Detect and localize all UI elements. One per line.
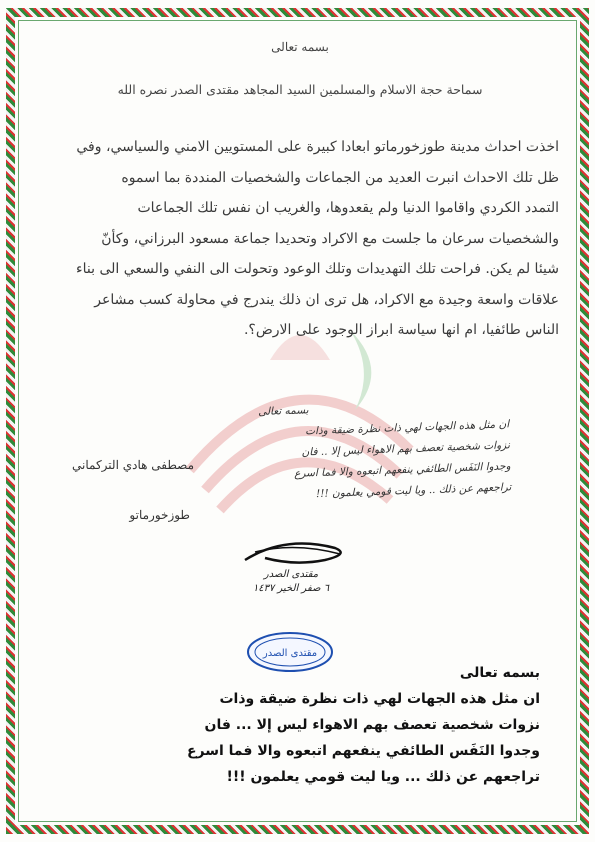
- body-line: اخذت احداث مدينة طوزخورماتو ابعادا كبيرة على المستويين الامني والسياسي، وفي: [76, 139, 559, 155]
- reply-line: وجدوا النَفَس الطائفي ينفعهم اتبعوه والا فما اسرع: [186, 743, 540, 759]
- reply-line: تراجعهم عن ذلك ... ويا ليت قومي يعلمون !!!: [226, 769, 540, 785]
- handwritten-line: تراجعهم عن ذلك .. ويا ليت قومي يعلمون !!!: [315, 481, 512, 501]
- reply-line: بسمه تعالى: [459, 665, 540, 681]
- body-line: والشخصيات سرعان ما جلست مع الاكراد وتحديدا جماعة مسعود البرزاني، وكأنّ: [101, 230, 559, 247]
- body-line: الناس طائفيا، ام انها سياسة ابراز الوجود على الارض؟.: [243, 322, 559, 338]
- handwritten-reply: [238, 393, 512, 507]
- signature-name: مقتدى الصدر: [263, 569, 319, 580]
- signature-text: [236, 568, 346, 596]
- letter-body: [36, 132, 559, 346]
- seal-text: مقتدى الصدر: [262, 648, 318, 659]
- reply-line: ان مثل هذه الجهات لهي ذات نظرة ضيقة وذات: [219, 691, 540, 707]
- handwritten-line: نزوات شخصية تعصف بهم الاهواء ليس إلا .. فان: [301, 439, 511, 459]
- body-line: التمدد الكردي واقاموا الدنيا ولم يقعدوها، والغريب ان نفس تلك الجماعات: [137, 200, 559, 216]
- letter-basmala: بسمه تعالى: [271, 40, 329, 54]
- sender-name: مصطفى هادي التركماني: [72, 458, 194, 472]
- signature-date: ٦ صفر الخير ١٤٣٧: [252, 583, 330, 594]
- reply-line: نزوات شخصية تعصف بهم الاهواء ليس إلا ... فان: [204, 717, 540, 733]
- body-line: علاقات واسعة وجيدة مع الاكراد، هل ترى ان ذلك يندرج في محاولة كسب مشاعر: [94, 291, 559, 308]
- typed-reply: [160, 660, 540, 790]
- sender-city: طوزخورماتو: [129, 508, 190, 522]
- handwritten-line: بسمه تعالى: [257, 404, 309, 419]
- handwritten-line: ان مثل هذه الجهات لهي ذات نظرة ضيقة وذات: [304, 418, 510, 438]
- body-line: شيئا لم يكن. فراحت تلك التهديدات وتلك الوعود وتحولت الى النفي والسعي الى بناء: [76, 261, 559, 277]
- handwritten-line: وجدوا النَفَس الطائفي ينفعهم اتبعوه والا فما اسرع: [293, 460, 511, 480]
- letter-addressee: سماحة حجة الاسلام والمسلمين السيد المجاهد مقتدى الصدر نصره الله: [117, 82, 483, 97]
- body-line: ظل تلك الاحداث انبرت العديد من الجماعات والشخصيات المنددة بما اسموه: [121, 169, 559, 186]
